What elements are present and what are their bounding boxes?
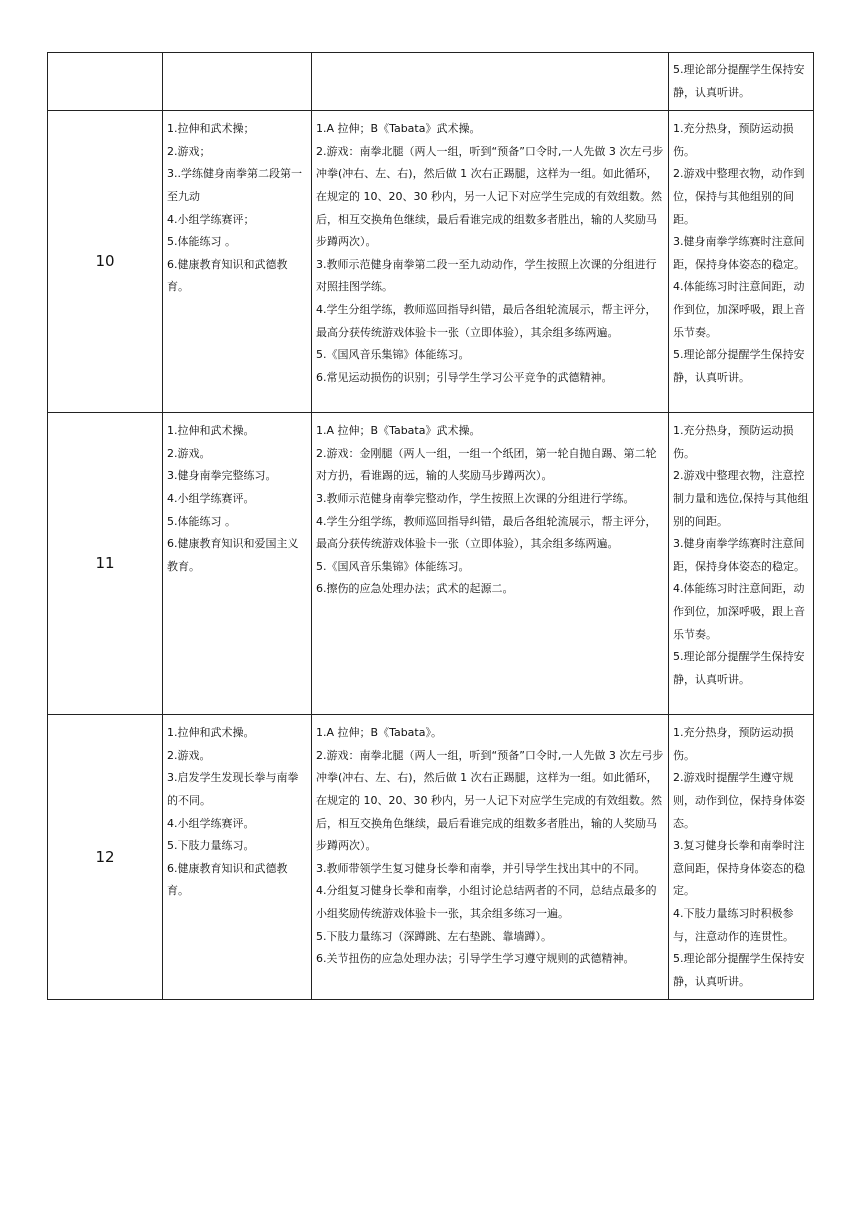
content-line: 2.游戏； (167, 144, 211, 158)
lesson-number-cell: 12 (48, 715, 163, 1000)
process-line: 6.常见运动损伤的识别；引导学生学习公平竞争的武德精神。 (316, 370, 613, 384)
process-line: 5.《国风音乐集锦》体能练习。 (316, 559, 470, 573)
note-line: 1.充分热身，预防运动损伤。 (673, 122, 794, 158)
content-line: 3.健身南拳完整练习。 (167, 469, 277, 483)
note-line: 2.游戏时提醒学生遵守规则，动作到位，保持身体姿态。 (673, 771, 805, 830)
lesson-number-cell: 11 (48, 413, 163, 715)
content-line: 2.游戏。 (167, 748, 211, 762)
table-row (48, 715, 814, 1000)
process-line: 4.分组复习健身长拳和南拳，小组讨论总结两者的不同，总结点最多的小组奖励传统游戏体验卡一张，其余组多练习一遍。 (316, 884, 657, 920)
note-line: 3.健身南拳学练赛时注意间距，保持身体姿态的稳定。 (673, 235, 805, 271)
note-line: 4.体能练习时注意间距，动作到位，加深呼吸，跟上音乐节奏。 (673, 582, 805, 641)
process-line: 6.关节扭伤的应急处理办法；引导学生学习遵守规则的武德精神。 (316, 952, 635, 966)
process-line: 3.教师带领学生复习健身长拳和南拳，并引导学生找出其中的不同。 (316, 861, 646, 875)
content-line: 1.拉伸和武术操。 (167, 424, 255, 438)
notes-cell (669, 53, 814, 111)
note-line: 5.理论部分提醒学生保持安静，认真听讲。 (673, 650, 805, 686)
process-line: 2.游戏：南拳北腿（两人一组，听到“预备”口令时,一人先做 3 次左弓步冲拳(冲右、左、右)，然后做 1 次右正踢腿，这样为一组。如此循环，在规定的 10、20、30 秒内，另一人记下对应学生完成的有效组数。然后，相互交换角色继续，最后看谁完成的组数多者胜出，输的人奖励马步蹲两次）。 (316, 144, 664, 249)
table-row (48, 53, 814, 111)
process-line: 4.学生分组学练，教师巡回指导纠错，最后各组轮流展示，帮主评分，最高分获传统游戏体验卡一张（立即体验），其余组多练两遍。 (316, 514, 657, 551)
content-line: 3..学练健身南拳第二段第一至九动 (167, 167, 302, 203)
note-line: 5.理论部分提醒学生保持安静，认真听讲。 (673, 952, 805, 988)
process-line: 2.游戏：金刚腿（两人一组，一组一个纸团，第一轮自抛自踢、第二轮对方扔，看谁踢的远，输的人奖励马步蹲两次）。 (316, 446, 657, 483)
table-row (48, 111, 814, 413)
content-cell (163, 715, 312, 1000)
note-line: 1.充分热身，预防运动损伤。 (673, 424, 794, 460)
note-line: 4.下肢力量练习时积极参与，注意动作的连贯性。 (673, 906, 794, 943)
content-line: 5.体能练习 。 (167, 514, 236, 528)
process-line: 4.学生分组学练，教师巡回指导纠错，最后各组轮流展示，帮主评分，最高分获传统游戏体验卡一张（立即体验），其余组多练两遍。 (316, 302, 657, 339)
content-line: 6.健康教育知识和武德教育。 (167, 257, 288, 294)
table-row (48, 413, 814, 715)
note-line: 2.游戏中整理衣物，注意控制力量和选位,保持与其他组别的间距。 (673, 469, 809, 528)
process-line: 3.教师示范健身南拳第二段一至九动动作，学生按照上次课的分组进行对照挂图学练。 (316, 257, 657, 294)
note-line: 3.健身南拳学练赛时注意间距，保持身体姿态的稳定。 (673, 537, 805, 573)
note-line: 2.游戏中整理衣物，动作到位，保持与其他组别的间距。 (673, 167, 805, 226)
content-line: 1.拉伸和武术操； (167, 122, 255, 136)
process-line: 1.A 拉伸；B《Tabata》武术操。 (316, 424, 481, 438)
content-line: 6.健康教育知识和爱国主义教育。 (167, 537, 299, 573)
lesson-plan-table (47, 52, 814, 1000)
process-line: 1.A 拉伸；B《Tabata》。 (316, 726, 442, 740)
process-cell (312, 53, 669, 111)
lesson-number-cell: 10 (48, 111, 163, 413)
process-line: 5.《国风音乐集锦》体能练习。 (316, 348, 470, 362)
note-line: 3.复习健身长拳和南拳时注意间距，保持身体姿态的稳定。 (673, 839, 805, 898)
note-line: 1.充分热身，预防运动损伤。 (673, 726, 794, 762)
process-cell (312, 715, 669, 1000)
process-line: 1.A 拉伸；B《Tabata》武术操。 (316, 122, 481, 136)
content-line: 2.游戏。 (167, 446, 211, 460)
process-line: 2.游戏：南拳北腿（两人一组，听到“预备”口令时,一人先做 3 次左弓步冲拳(冲右、左、右)，然后做 1 次右正踢腿，这样为一组。如此循环，在规定的 10、20、30 秒内，另一人记下对应学生完成的有效组数。然后，相互交换角色继续，最后看谁完成的组数多者胜出，输的人奖励马步蹲两次）。 (316, 748, 664, 853)
content-line: 1.拉伸和武术操。 (167, 726, 255, 740)
process-cell (312, 111, 669, 413)
note-line: 4.体能练习时注意间距，动作到位，加深呼吸，跟上音乐节奏。 (673, 280, 805, 339)
content-line: 5.体能练习 。 (167, 235, 236, 249)
notes-cell (669, 413, 814, 715)
content-cell (163, 413, 312, 715)
process-line: 6.擦伤的应急处理办法；武术的起源二。 (316, 582, 514, 596)
content-cell (163, 53, 312, 111)
notes-cell (669, 715, 814, 1000)
note-line: 5.理论部分提醒学生保持安静，认真听讲。 (673, 348, 805, 384)
process-line: 5.下肢力量练习（深蹲跳、左右垫跳、靠墙蹲）。 (316, 929, 552, 943)
content-line: 3.启发学生发现长拳与南拳的不同。 (167, 771, 299, 807)
content-cell (163, 111, 312, 413)
notes-cell (669, 111, 814, 413)
process-line: 3.教师示范健身南拳完整动作，学生按照上次课的分组进行学练。 (316, 491, 635, 505)
lesson-number-cell (48, 53, 163, 111)
content-line: 4.小组学练赛评； (167, 212, 255, 226)
process-cell (312, 413, 669, 715)
content-line: 4.小组学练赛评。 (167, 816, 255, 830)
content-line: 6.健康教育知识和武德教育。 (167, 861, 288, 898)
content-line: 4.小组学练赛评。 (167, 491, 255, 505)
content-line: 5.下肢力量练习。 (167, 839, 255, 853)
note-line: 5.理论部分提醒学生保持安静，认真听讲。 (673, 63, 805, 99)
